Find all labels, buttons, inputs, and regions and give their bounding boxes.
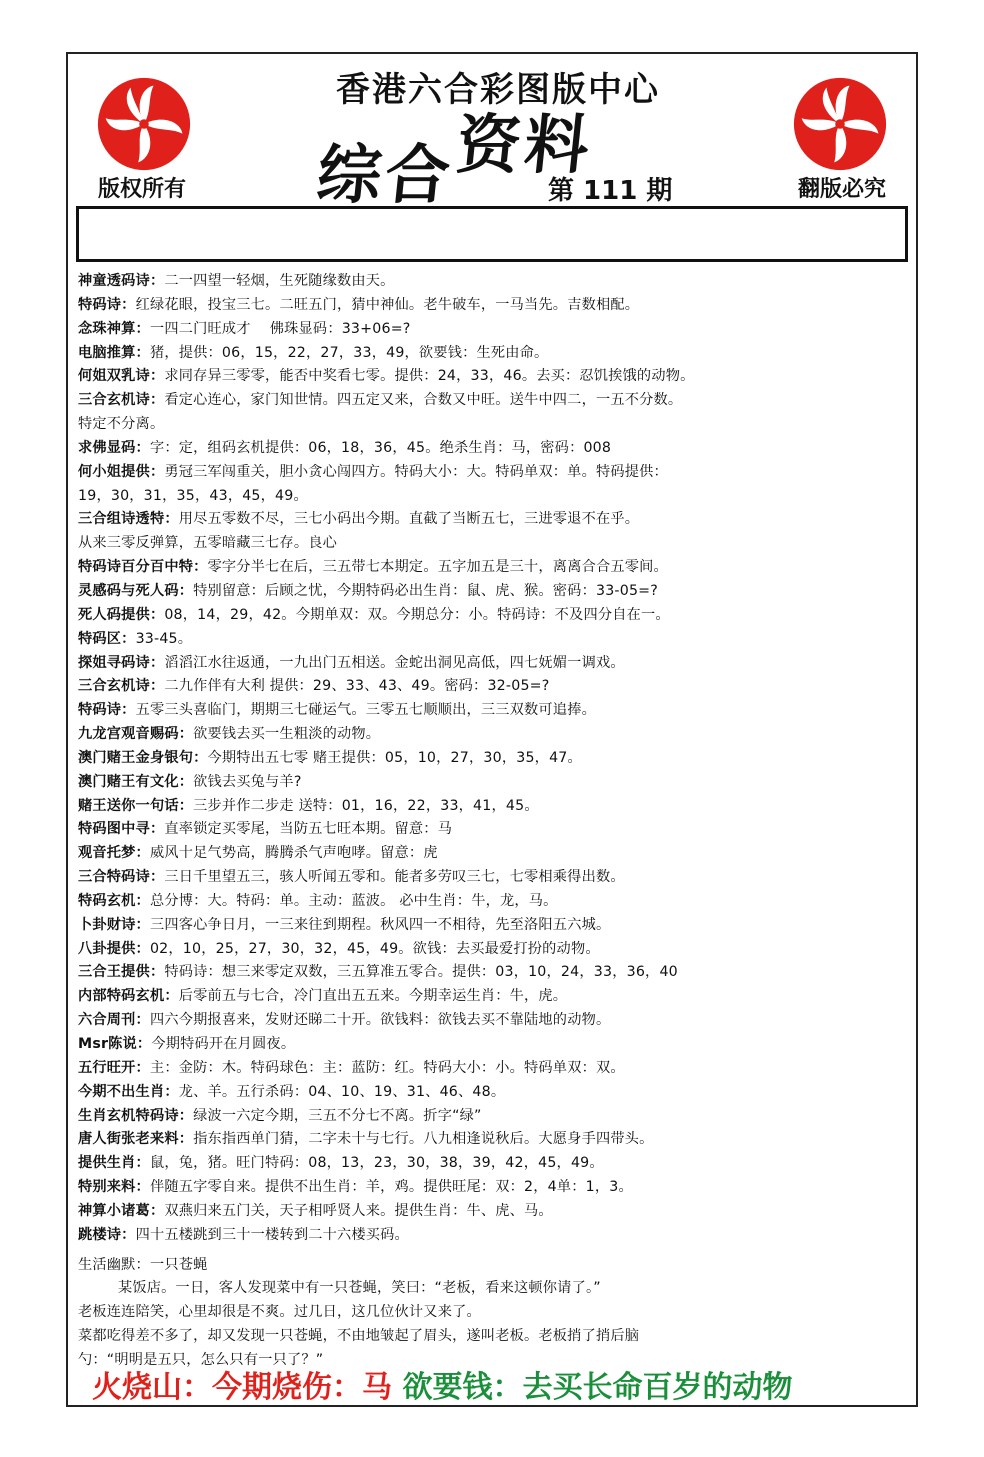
tip-line <box>78 1176 908 1200</box>
tip-text: 后零前五与七合，冷门直出五五来。今期幸运生肖：牛，虎。 <box>178 988 568 1005</box>
tip-label: 五行旺开： <box>78 1059 150 1076</box>
tips-list <box>78 270 908 1248</box>
tip-line <box>78 437 908 461</box>
tip-text: 今期特出五七零 赌王提供：05，10，27，30，35，47。 <box>207 749 582 766</box>
tip-line <box>78 318 908 342</box>
tip-line <box>78 604 908 628</box>
tip-label: 何小姐提供： <box>78 463 165 480</box>
tip-line <box>78 365 908 389</box>
tip-line <box>78 699 908 723</box>
tip-label: 今期不出生肖： <box>78 1083 179 1100</box>
tip-text: 33-45。 <box>135 630 193 647</box>
tip-text: 一四二门旺成才 佛珠显码：33+06=? <box>149 320 411 337</box>
tip-label: 三合特码诗： <box>78 869 165 886</box>
tip-line <box>78 1057 908 1081</box>
tip-text: 龙、羊。五行杀码：04、10、19、31、46、48。 <box>178 1083 506 1100</box>
tip-text: 总分博：大。特码：单。主动：蓝波。 必中生肖：牛，龙，马。 <box>149 892 558 909</box>
story-paragraph: 老板连连陪笑，心里却很是不爽。过几日，这几位伙计又来了。 <box>78 1304 481 1321</box>
tip-text: 08，14，29，42。今期单双：双。今期总分：小。特码诗：不及四分自在一。 <box>164 606 670 623</box>
tip-text: 看定心连心，家门知世情。四五定又来，合数又中旺。送牛中四二，一五不分数。 <box>164 392 683 409</box>
story-title: 生活幽默：一只苍蝇 <box>78 1256 208 1273</box>
big-title-char: 合 <box>381 138 458 213</box>
tip-line <box>78 1009 908 1033</box>
tip-line <box>78 556 908 580</box>
tip-line <box>78 389 908 413</box>
tip-text: 直率锁定买零尾，当防五七旺本期。留意：马 <box>164 821 453 838</box>
tip-line <box>78 1200 908 1224</box>
tip-label: 唐人街张老来料： <box>78 1131 194 1148</box>
tip-line <box>78 1081 908 1105</box>
tip-label: 特码区： <box>78 630 136 647</box>
tip-label: 三合王提供： <box>78 964 165 981</box>
tip-line <box>78 485 908 509</box>
tip-label: 神童透码诗： <box>78 273 165 289</box>
tip-label: 何姐双乳诗： <box>78 368 165 385</box>
tip-line <box>78 818 908 842</box>
tip-label: 赌王送你一句话： <box>78 797 194 814</box>
tip-label: 神算小诸葛： <box>78 1202 165 1219</box>
tip-label: 特码诗百分百中特： <box>78 559 208 576</box>
tip-text: 用尽五零数不尽，三七小码出今期。直截了当断五七，三进零退不在乎。 <box>178 511 640 528</box>
tip-label: 三合玄机诗： <box>78 678 165 695</box>
tip-label: 探姐寻码诗： <box>78 654 165 671</box>
tip-label: 特别来料： <box>78 1179 150 1196</box>
piracy-warning: 翻版必究 <box>797 177 886 202</box>
bauhinia-emblem-icon <box>792 76 888 172</box>
tip-line <box>78 747 908 771</box>
tip-line <box>78 270 908 294</box>
story-paragraph: 勺：“明明是五只，怎么只有一只了？” <box>78 1351 324 1368</box>
tip-label: 灵感码与死人码： <box>78 582 194 599</box>
tip-label: 生肖玄机特码诗： <box>78 1107 194 1124</box>
tip-label: 特码诗： <box>78 702 136 719</box>
tip-text: 二一四望一轻烟，生死随缘数由天。 <box>164 273 395 289</box>
document-sheet <box>66 52 918 1407</box>
tip-text: 滔滔江水往返通，一九出门五相送。金蛇出洞见高低，四七妩媚一调戏。 <box>164 654 625 671</box>
tip-line <box>78 675 908 699</box>
tip-line <box>78 628 908 652</box>
tip-label: 特码玄机： <box>78 892 150 909</box>
tip-text: 伴随五字零自来。提供不出生肖：羊，鸡。提供旺尾：双：2，4单：1，3。 <box>149 1179 633 1196</box>
tip-text: 红绿花眼，投宝三七。二旺五门，猜中神仙。老牛破车，一马当先。吉数相配。 <box>135 296 640 313</box>
site-title: 香港六合彩图版中心 <box>336 70 660 110</box>
tip-line <box>78 866 908 890</box>
tip-line <box>78 795 908 819</box>
tip-label: 卜卦财诗： <box>78 916 150 933</box>
tip-line <box>78 413 908 437</box>
tip-text: 三步并作二步走 送特：01，16，22，33，41，45。 <box>193 797 539 814</box>
tip-text: 四六今期报喜来，发财还睇二十开。欲钱料：欲钱去买不靠陆地的动物。 <box>149 1012 611 1029</box>
tip-text: 三日千里望五三，骇人听闻五零和。能者多劳叹三七，七零相乘得出数。 <box>164 869 625 886</box>
tip-line <box>78 652 908 676</box>
tip-text: 欲钱去买兔与羊? <box>193 773 302 790</box>
tip-label: 念珠神算： <box>78 320 150 337</box>
tip-line <box>78 532 908 556</box>
tip-line <box>78 580 908 604</box>
big-title-char: 料 <box>520 108 597 183</box>
tip-label: 跳楼诗： <box>78 1226 136 1243</box>
tip-text: 主：金防：木。特码球色：主：蓝防：红。特码大小：小。特码单双：双。 <box>149 1059 625 1076</box>
tip-label: 内部特码玄机： <box>78 988 179 1005</box>
tip-line <box>78 842 908 866</box>
tip-line <box>78 961 908 985</box>
tip-label: 求佛显码： <box>78 439 150 456</box>
tip-label: 九龙宫观音赐码： <box>78 726 194 743</box>
tip-label: 六合周刊： <box>78 1012 150 1029</box>
bauhinia-emblem-icon <box>96 76 192 172</box>
tip-line <box>78 1128 908 1152</box>
tip-label: 澳门赌王有文化： <box>78 773 194 790</box>
tip-text: 双燕归来五门关，天子相呼贤人来。提供生肖：牛、虎、马。 <box>164 1202 553 1219</box>
tip-text: 求同存异三零零，能否中奖看七零。提供：24，33，46。去买：忍饥挨饿的动物。 <box>164 368 695 385</box>
tip-text: 三四客心争日月，一三来往到期程。秋风四一不相待，先至洛阳五六城。 <box>149 916 611 933</box>
tip-text: 指东指西单门猜，二字未十与七行。八九相逢说秋后。大愿身手四带头。 <box>193 1131 654 1148</box>
tip-text: 零字分半七在后，三五带七本期定。五字加五是三十，离离合合五零间。 <box>207 559 668 576</box>
big-title-char: 综 <box>313 138 390 213</box>
tip-line <box>78 1033 908 1057</box>
tip-text: 今期特码开在月圆夜。 <box>151 1036 296 1052</box>
tip-line <box>78 985 908 1009</box>
tip-label: 死人码提供： <box>78 606 165 623</box>
copyright-note: 版权所有 <box>98 177 187 202</box>
header <box>68 54 916 213</box>
tip-line <box>78 771 908 795</box>
tip-text: 威风十足气势高，腾腾杀气声咆哮。留意：虎 <box>149 845 438 862</box>
issue-number: 第 111 期 <box>548 176 673 206</box>
tip-label: 特码诗： <box>78 296 136 313</box>
tip-label: 提供生肖： <box>78 1155 150 1172</box>
tip-text: 欲要钱去买一生粗淡的动物。 <box>193 726 381 743</box>
tip-label: Msr陈说： <box>78 1036 152 1052</box>
tip-label: 八卦提供： <box>78 940 150 957</box>
tip-text: 二九作伴有大利 提供：29、33、43、49。密码：32-05=? <box>164 678 550 695</box>
tip-text: 勇冠三军闯重关，胆小贪心闯四方。特码大小：大。特码单双：单。特码提供： <box>164 463 668 480</box>
tip-label: 电脑推算： <box>78 344 150 361</box>
big-title-char: 资 <box>452 108 529 183</box>
tip-text: 字：定，组码玄机提供：06，18，36，45。绝杀生肖：马，密码：008 <box>149 439 612 456</box>
tip-label: 澳门赌王金身银句： <box>78 749 208 766</box>
story-paragraph: 某饭店。一日，客人发现菜中有一只苍蝇，笑曰：“老板，看来这顿你请了。” <box>118 1280 601 1297</box>
tip-line <box>78 508 908 532</box>
content-area <box>78 270 908 1373</box>
footer-banner <box>92 1362 792 1406</box>
humor-story <box>78 1254 908 1373</box>
blank-box <box>76 206 908 262</box>
footer-green-text: 欲要钱：去买长命百岁的动物 <box>402 1370 793 1405</box>
tip-line <box>78 342 908 366</box>
tip-text: 特定不分离。 <box>78 416 165 433</box>
tip-text: 猪，提供：06，15，22，27，33，49，欲要钱：生死由命。 <box>149 344 549 361</box>
tip-text: 四十五楼跳到三十一楼转到二十六楼买码。 <box>135 1226 409 1243</box>
tip-label: 三合组诗透特： <box>78 511 179 528</box>
tip-label: 特码图中寻： <box>78 821 165 838</box>
footer-red-text: 火烧山：今期烧伤：马 <box>92 1370 392 1405</box>
tip-label: 观音托梦： <box>78 845 150 862</box>
tip-text: 19，30，31，35，43，45，49。 <box>78 487 308 504</box>
tip-line <box>78 938 908 962</box>
tip-line <box>78 294 908 318</box>
tip-text: 从来三零反弹算，五零暗藏三七存。良心 <box>78 535 337 552</box>
tip-line <box>78 890 908 914</box>
tip-line <box>78 1224 908 1248</box>
tip-text: 特码诗：想三来零定双数，三五算准五零合。提供：03，10，24，33，36，40 <box>164 964 678 981</box>
tip-line <box>78 1105 908 1129</box>
tip-line <box>78 461 908 485</box>
tip-text: 02，10，25，27，30，32，45，49。欲钱：去买最爱打扮的动物。 <box>149 940 600 957</box>
tip-label: 三合玄机诗： <box>78 392 165 409</box>
tip-text: 绿波一六定今期，三五不分七不离。折字“绿” <box>193 1107 482 1124</box>
tip-line <box>78 723 908 747</box>
tip-text: 五零三头喜临门，期期三七碰运气。三零五七顺顺出，三三双数可追捧。 <box>135 702 596 719</box>
tip-text: 特别留意：后顾之忧，今期特码必出生肖：鼠、虎、猴。密码：33-05=? <box>193 582 659 599</box>
tip-text: 鼠，兔，猪。旺门特码：08，13，23，30，38，39，42，45，49。 <box>149 1155 604 1172</box>
tip-line <box>78 1152 908 1176</box>
tip-line <box>78 914 908 938</box>
story-paragraph: 菜都吃得差不多了，却又发现一只苍蝇，不由地皱起了眉头，遂叫老板。老板捎了捎后脑 <box>78 1328 640 1345</box>
